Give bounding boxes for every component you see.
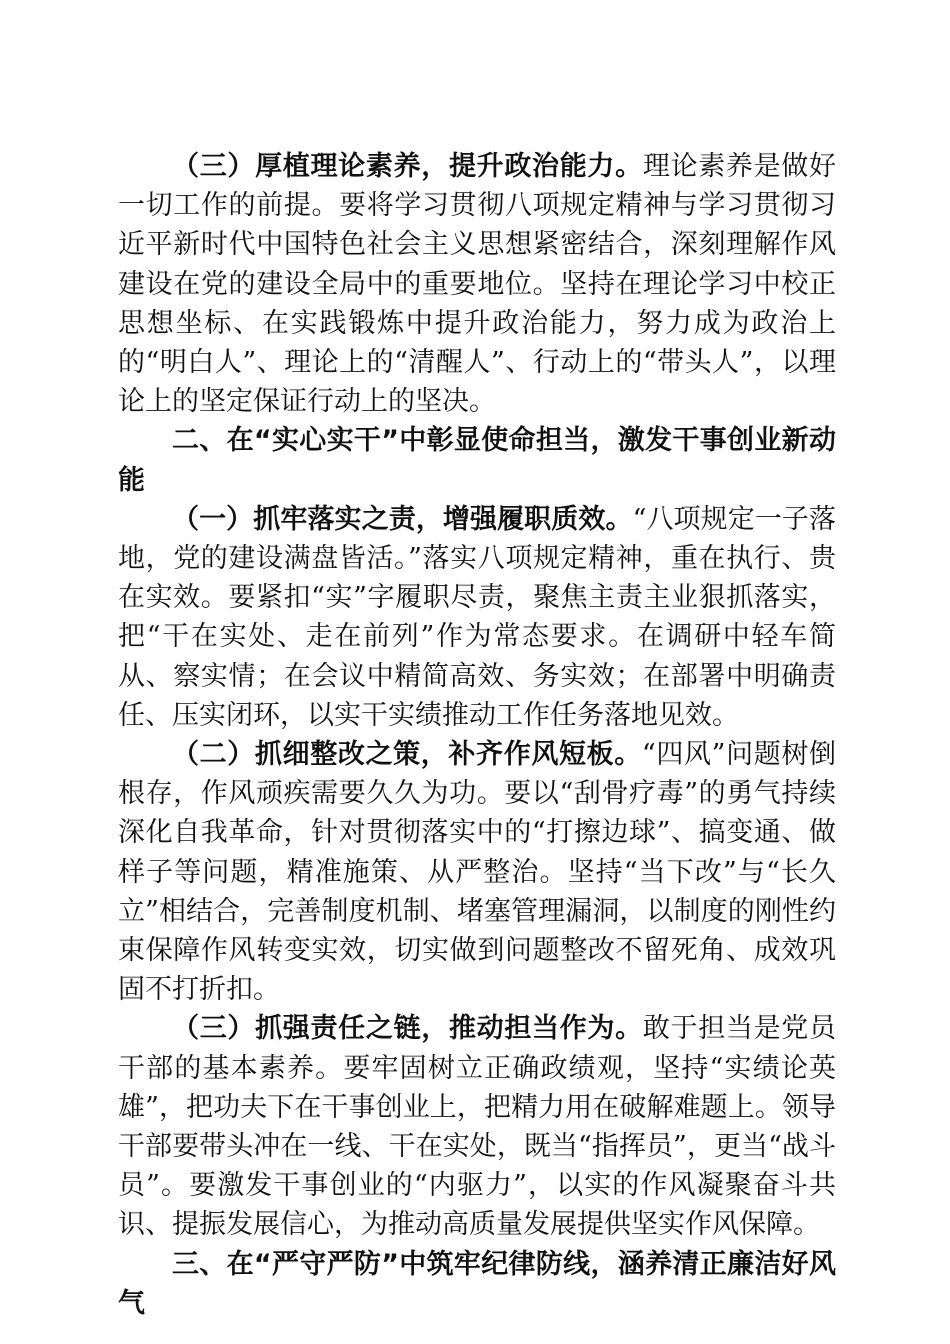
paragraph-responsibility — [118, 1009, 836, 1244]
paragraph-lead: （三）厚植理论素养，提升政治能力。 — [172, 151, 643, 182]
paragraph-rectification — [118, 735, 836, 1009]
paragraph-body: “八项规定一子落地，党的建设满盘皆活。”落实八项规定精神，重在执行、贵在实效。要紧扣“实”字履职尽责，聚焦主责主业狠抓落实，把“干在实处、走在前列”作为常态要求。在调研中轻车简从、察实情；在会议中精简高效、务实效；在部署中明确责任、压实闭环，以实干实绩推动工作任务落地见效。 — [118, 503, 837, 731]
paragraph-implementation — [118, 500, 836, 735]
document-body — [118, 147, 836, 1323]
paragraph-body: 理论素养是做好一切工作的前提。要将学习贯彻八项规定精神与学习贯彻习近平新时代中国特色社会主义思想紧密结合，深刻理解作风建设在党的建设全局中的重要地位。坚持在理论学习中校正思想坐标、在实践锻炼中提升政治能力，努力成为政治上的“明白人”、理论上的“清醒人”、行动上的“带头人”，以理论上的坚定保证行动上的坚决。 — [118, 151, 837, 418]
paragraph-lead: （二）抓细整改之策，补齐作风短板。 — [172, 739, 642, 771]
section-heading-2: 二、在“实心实干”中彰显使命担当，激发干事创业新动能 — [118, 425, 836, 496]
section-heading-3: 三、在“严守严防”中筑牢纪律防线，涵养清正廉洁好风气 — [118, 1248, 836, 1319]
paragraph-body: 敢于担当是党员干部的基本素养。要牢固树立正确政绩观，坚持“实绩论英雄”，把功夫下在干事创业上，把精力用在破解难题上。领导干部要带头冲在一线、干在实处，既当“指挥员”，更当“战斗员”。要激发干事创业的“内驱力”，以实的作风凝聚奋斗共识、提振发展信心，为推动高质量发展提供坚实作风保障。 — [118, 1013, 837, 1241]
paragraph-lead: （一）抓牢落实之责，增强履职质效。 — [172, 503, 633, 535]
paragraph-body: “四风”问题树倒根存，作风顽疾需要久久为功。要以“刮骨疗毒”的勇气持续深化自我革命，针对贯彻落实中的“打擦边球”、搞变通、做样子等问题，精准施策、从严整治。坚持“当下改”与“长久立”相结合，完善制度机制、堵塞管理漏洞，以制度的刚性约束保障作风转变实效，切实做到问题整改不留死角、成效巩固不打折扣。 — [118, 739, 837, 1006]
paragraph-theory-cultivation — [118, 147, 836, 421]
paragraph-lead: （三）抓强责任之链，推动担当作为。 — [172, 1013, 643, 1045]
